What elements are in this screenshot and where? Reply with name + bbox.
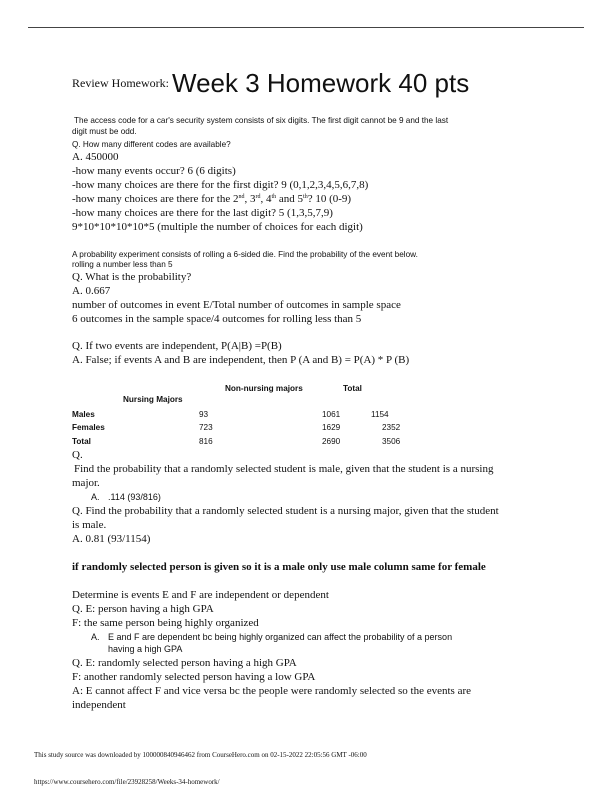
- problem6-answer-line2: having a high GPA: [108, 644, 183, 654]
- problem6-f2: F: another randomly selected person having a low GPA: [72, 671, 316, 683]
- table-cell: 816: [199, 437, 213, 446]
- review-label: Review Homework:: [72, 76, 169, 90]
- footer-url[interactable]: https://www.coursehero.com/file/23928258/Weeks-34-homework/: [34, 778, 220, 786]
- problem1-answer: A. 450000: [72, 151, 119, 163]
- problem2-work-line2: 6 outcomes in the sample space/4 outcomes for rolling less than 5: [72, 313, 362, 325]
- table-header-total: Total: [343, 384, 362, 393]
- problem6-f1: F: the same person being highly organized: [72, 617, 259, 629]
- problem6-question2: Q. E: randomly selected person having a high GPA: [72, 657, 297, 669]
- problem4-answer: .114 (93/816): [108, 492, 161, 502]
- table-row-label: Males: [72, 410, 95, 419]
- problem1-text-line1: The access code for a car's security system consists of six digits. The first digit cannot be 9 and the last: [74, 116, 449, 125]
- problem1-work-line3: -how many choices are there for the 2nd, 3rd, 4th and 5th? 10 (0-9): [72, 193, 352, 205]
- problem4-text-line2: major.: [72, 477, 100, 489]
- problem6-answer-line1: E and F are dependent bc being highly organized can affect the probability of a person: [108, 632, 453, 642]
- header-divider: [28, 27, 584, 28]
- table-header-non-nursing: Non-nursing majors: [225, 384, 303, 393]
- problem1-work-line4: -how many choices are there for the last digit? 5 (1,3,5,7,9): [72, 207, 333, 219]
- problem3-question: Q. If two events are independent, P(A|B) =P(B): [72, 340, 282, 352]
- problem1-work-line5: 9*10*10*10*10*5 (multiple the number of choices for each digit): [72, 221, 363, 233]
- problem1-text-line2: digit must be odd.: [72, 127, 137, 136]
- page-title: Week 3 Homework 40 pts: [172, 68, 470, 98]
- problem1-question: Q. How many different codes are available?: [72, 140, 231, 149]
- problem2-text-line1: A probability experiment consists of rolling a 6-sided die. Find the probability of the event below.: [72, 250, 418, 259]
- table-cell: 1061: [322, 410, 341, 419]
- problem6-answer2-line2: independent: [72, 699, 126, 711]
- table-header-nursing: Nursing Majors: [123, 395, 183, 404]
- problem5-answer: A. 0.81 (93/1154): [72, 533, 151, 545]
- problem2-text-line2: rolling a number less than 5: [72, 260, 173, 269]
- table-cell: 723: [199, 423, 213, 432]
- problem4-text-line1: Find the probability that a randomly selected student is male, given that the student is a nursing: [74, 463, 494, 475]
- note-text: if randomly selected person is given so it is a male only use male column same for female: [72, 561, 486, 573]
- table-cell: 1629: [322, 423, 341, 432]
- table-cell: 93: [199, 410, 209, 419]
- problem2-work-line1: number of outcomes in event E/Total number of outcomes in sample space: [72, 299, 401, 311]
- problem2-answer: A. 0.667: [72, 285, 111, 297]
- problem1-work-line2: -how many choices are there for the first digit? 9 (0,1,2,3,4,5,6,7,8): [72, 179, 369, 191]
- problem5-text-line2: is male.: [72, 519, 107, 531]
- table-cell: 1154: [371, 410, 389, 419]
- problem6-intro: Determine is events E and F are independent or dependent: [72, 589, 329, 601]
- table-row-label: Total: [72, 437, 91, 446]
- problem4-q-label: Q.: [72, 449, 83, 461]
- footer-download-note: This study source was downloaded by 100000840946462 from CourseHero.com on 02-15-2022 22:05:56 GMT -06:00: [34, 751, 367, 759]
- table-row-label: Females: [72, 423, 105, 432]
- problem6-question1: Q. E: person having a high GPA: [72, 603, 214, 615]
- problem4-answer-marker: A.: [91, 492, 100, 502]
- problem3-answer: A. False; if events A and B are independent, then P (A and B) = P(A) * P (B): [72, 354, 410, 366]
- table-cell: 2690: [322, 437, 341, 446]
- problem6-answer-marker: A.: [91, 632, 100, 642]
- table-cell: 3506: [382, 437, 401, 446]
- problem5-text-line1: Q. Find the probability that a randomly selected student is a nursing major, given that the student: [72, 505, 499, 517]
- problem2-question: Q. What is the probability?: [72, 271, 192, 283]
- problem6-answer2-line1: A: E cannot affect F and vice versa bc the people were randomly selected so the events are: [72, 685, 471, 697]
- table-cell: 2352: [382, 423, 401, 432]
- problem1-work-line1: -how many events occur? 6 (6 digits): [72, 165, 236, 177]
